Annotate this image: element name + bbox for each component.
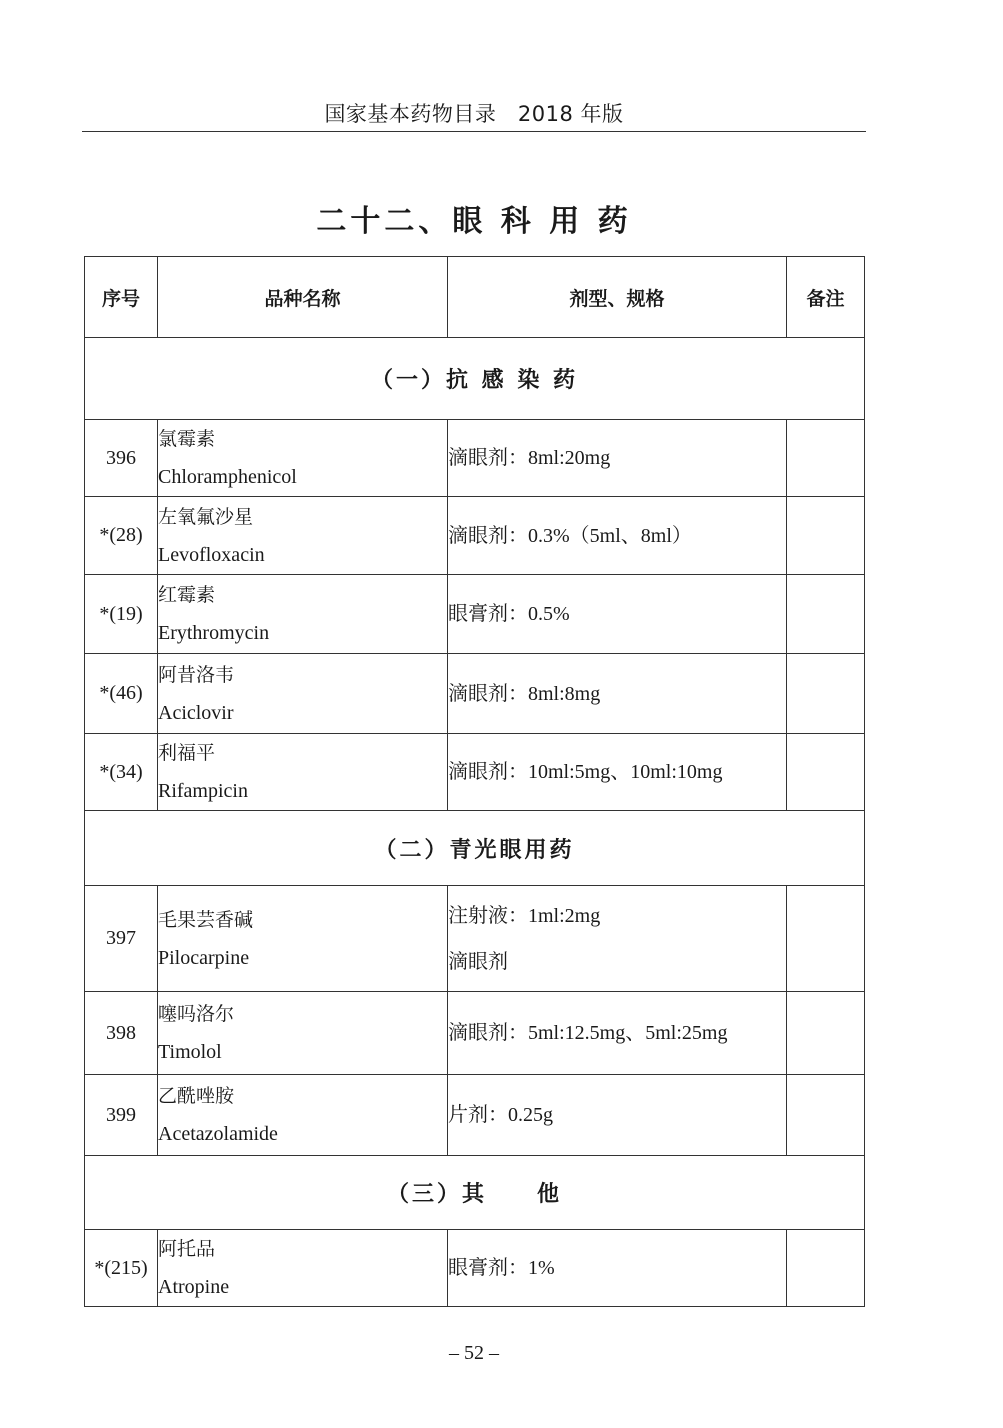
drug-name-en: Acetazolamide	[158, 1123, 278, 1145]
drug-name-cell	[158, 654, 448, 734]
note-cell	[787, 734, 865, 811]
note-cell	[787, 420, 865, 497]
column-header-no: 序号	[85, 257, 158, 338]
column-header-spec: 剂型、规格	[448, 257, 787, 338]
drug-name-en: Chloramphenicol	[158, 466, 297, 488]
drug-name-cell	[158, 420, 448, 497]
drug-name-en: Aciclovir	[158, 701, 234, 724]
table-row	[85, 992, 865, 1075]
drug-name-cell	[158, 497, 448, 575]
dosage-spec-cell	[448, 992, 787, 1075]
dosage-spec-cell	[448, 1230, 787, 1307]
header-rule	[82, 131, 866, 132]
drug-name-cell	[158, 1075, 448, 1156]
group-heading: （三）其 他	[85, 1156, 865, 1230]
table-header-row	[85, 257, 865, 338]
dosage-spec-line: 注射液：1ml:2mg	[448, 904, 601, 927]
drug-name-cn: 红霉素	[158, 584, 216, 606]
drug-name-en: Atropine	[158, 1276, 230, 1298]
note-cell	[787, 654, 865, 734]
drug-name-cell	[158, 1230, 448, 1307]
dosage-spec-line: 滴眼剂：0.3%（5ml、8ml）	[448, 524, 692, 547]
dosage-spec-line: 眼膏剂：1%	[448, 1257, 555, 1279]
note-cell	[787, 992, 865, 1075]
table-row	[85, 420, 865, 497]
row-number: *(46)	[85, 654, 158, 734]
dosage-spec-cell	[448, 420, 787, 497]
drug-name-cell	[158, 734, 448, 811]
dosage-spec-cell	[448, 497, 787, 575]
note-cell	[787, 1075, 865, 1156]
row-number: *(34)	[85, 734, 158, 811]
group-heading-row	[85, 338, 865, 420]
note-cell	[787, 575, 865, 654]
dosage-spec-line: 滴眼剂	[448, 950, 508, 973]
group-heading: （二）青光眼用药	[85, 811, 865, 886]
row-number: 399	[85, 1075, 158, 1156]
table-row	[85, 1230, 865, 1307]
dosage-spec-line: 滴眼剂：10ml:5mg、10ml:10mg	[448, 761, 723, 783]
drug-name-en: Pilocarpine	[158, 946, 250, 969]
table-row	[85, 734, 865, 811]
drug-name-cn: 阿昔洛韦	[158, 663, 235, 686]
note-cell	[787, 1230, 865, 1307]
dosage-spec-cell	[448, 1075, 787, 1156]
dosage-spec-cell	[448, 886, 787, 992]
drug-name-cell	[158, 992, 448, 1075]
group-heading-row	[85, 811, 865, 886]
drug-table	[84, 256, 865, 1307]
dosage-spec-cell	[448, 654, 787, 734]
dosage-spec-line: 滴眼剂：8ml:20mg	[448, 447, 611, 469]
column-header-name: 品种名称	[158, 257, 448, 338]
note-cell	[787, 886, 865, 992]
row-number: 397	[85, 886, 158, 992]
table-row	[85, 654, 865, 734]
drug-name-en: Erythromycin	[158, 622, 270, 644]
table-body	[85, 338, 865, 1307]
dosage-spec-cell	[448, 734, 787, 811]
page-number: – 52 –	[449, 1342, 499, 1364]
row-number: 396	[85, 420, 158, 497]
drug-name-cn: 噻吗洛尔	[158, 1003, 235, 1025]
table-row	[85, 497, 865, 575]
drug-name-cn: 阿托品	[158, 1238, 216, 1260]
drug-name-cell	[158, 886, 448, 992]
dosage-spec-cell	[448, 575, 787, 654]
drug-name-cn: 左氧氟沙星	[158, 505, 254, 528]
row-number: 398	[85, 992, 158, 1075]
group-heading: （一）抗 感 染 药	[85, 338, 865, 420]
note-cell	[787, 497, 865, 575]
drug-name-en: Rifampicin	[158, 780, 248, 802]
group-heading-row	[85, 1156, 865, 1230]
drug-name-cn: 氯霉素	[158, 428, 216, 450]
section-title: 二十二、眼 科 用 药	[316, 204, 632, 239]
column-header-note: 备注	[787, 257, 865, 338]
drug-name-cn: 乙酰唑胺	[158, 1085, 235, 1107]
table-row	[85, 1075, 865, 1156]
drug-name-en: Timolol	[158, 1041, 222, 1063]
row-number: *(215)	[85, 1230, 158, 1307]
drug-name-cn: 毛果芸香碱	[158, 908, 254, 931]
drug-name-en: Levofloxacin	[158, 543, 265, 566]
row-number: *(28)	[85, 497, 158, 575]
dosage-spec-line: 滴眼剂：8ml:8mg	[448, 682, 601, 705]
row-number: *(19)	[85, 575, 158, 654]
table-row	[85, 575, 865, 654]
table-row	[85, 886, 865, 992]
dosage-spec-line: 滴眼剂：5ml:12.5mg、5ml:25mg	[448, 1022, 728, 1044]
drug-name-cell	[158, 575, 448, 654]
drug-name-cn: 利福平	[158, 742, 216, 764]
running-header: 国家基本药物目录 2018 年版	[324, 102, 624, 126]
dosage-spec-line: 眼膏剂：0.5%	[448, 603, 570, 625]
dosage-spec-line: 片剂：0.25g	[448, 1104, 553, 1126]
